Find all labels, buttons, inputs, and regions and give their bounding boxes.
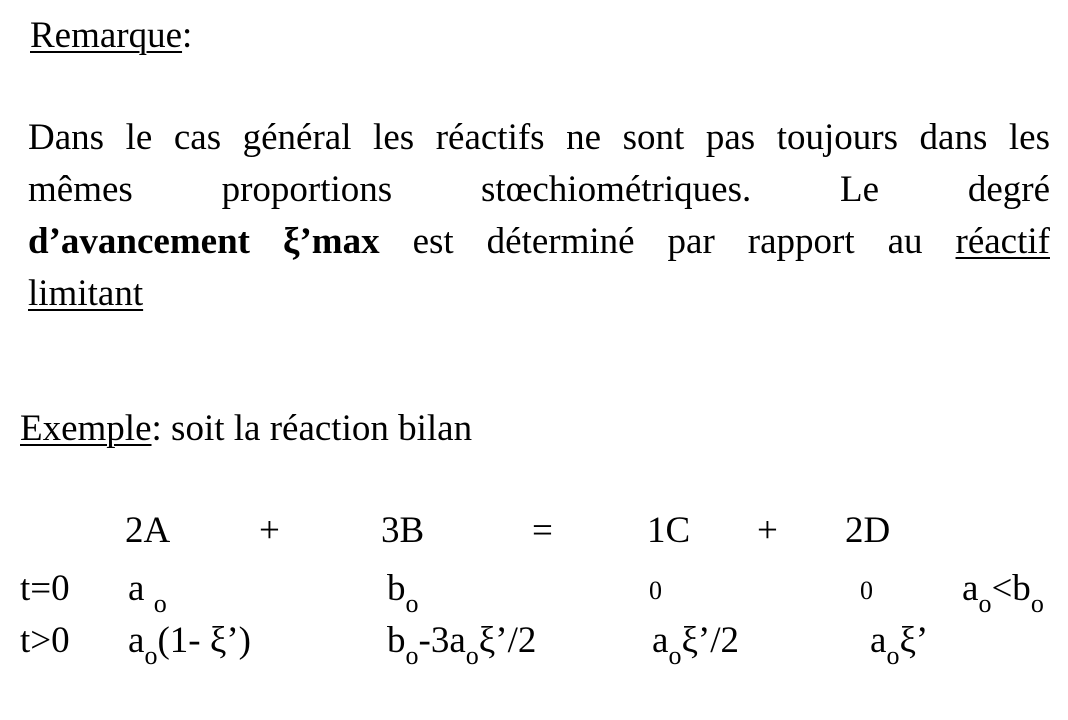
row-t1-b: $b_o-3a_o\xi’/2$ — [387, 620, 537, 670]
row-t0-d: 0 — [860, 576, 873, 605]
reactant-a: 2A — [125, 510, 171, 551]
product-d: 2D — [845, 510, 891, 551]
limiting-reactant-term-cont: limitant — [28, 273, 144, 314]
row-t1-label: t>0 — [20, 620, 70, 661]
remark-heading — [30, 17, 192, 54]
example-heading — [20, 410, 472, 447]
product-c: 1C — [647, 510, 691, 551]
remark-paragraph — [28, 112, 1050, 320]
limiting-reactant-term: réactif — [955, 221, 1050, 262]
paragraph-line-3-text: est déterminé par rapport au — [379, 221, 956, 262]
row-t1-c: $a_o\xi’/2$ — [652, 620, 740, 670]
row-t1-d: $a_o\xi$’ — [870, 620, 929, 670]
plus-sign-1: + — [259, 510, 280, 551]
row-t0-label: t=0 — [20, 568, 70, 609]
remark-colon: : — [182, 15, 193, 56]
example-text: : soit la réaction bilan — [151, 408, 473, 449]
paragraph-line-2: mêmes proportions stœchiométriques. Le degré — [28, 169, 1050, 210]
example-title: Exemple — [20, 408, 152, 449]
row-t0-a: a $_o$ — [128, 568, 167, 618]
plus-sign-2: + — [757, 510, 778, 551]
row-t0-condition: $a_o<b_o$ — [962, 568, 1044, 618]
equals-sign: = — [532, 510, 553, 551]
advancement-term: d’avancement ξ’max — [28, 221, 380, 262]
remark-title: Remarque — [30, 15, 183, 56]
paragraph-line-4 — [28, 268, 1050, 320]
row-t0-c: 0 — [649, 576, 662, 605]
paragraph-line-3 — [28, 216, 1050, 268]
row-t0-b: $b_o$ — [387, 568, 419, 618]
paragraph-line-1: Dans le cas général les réactifs ne sont pas toujours dans les — [28, 117, 1050, 158]
reactant-b: 3B — [381, 510, 425, 551]
row-t1-a: $a_o(1-$ ξ’) — [128, 620, 251, 670]
